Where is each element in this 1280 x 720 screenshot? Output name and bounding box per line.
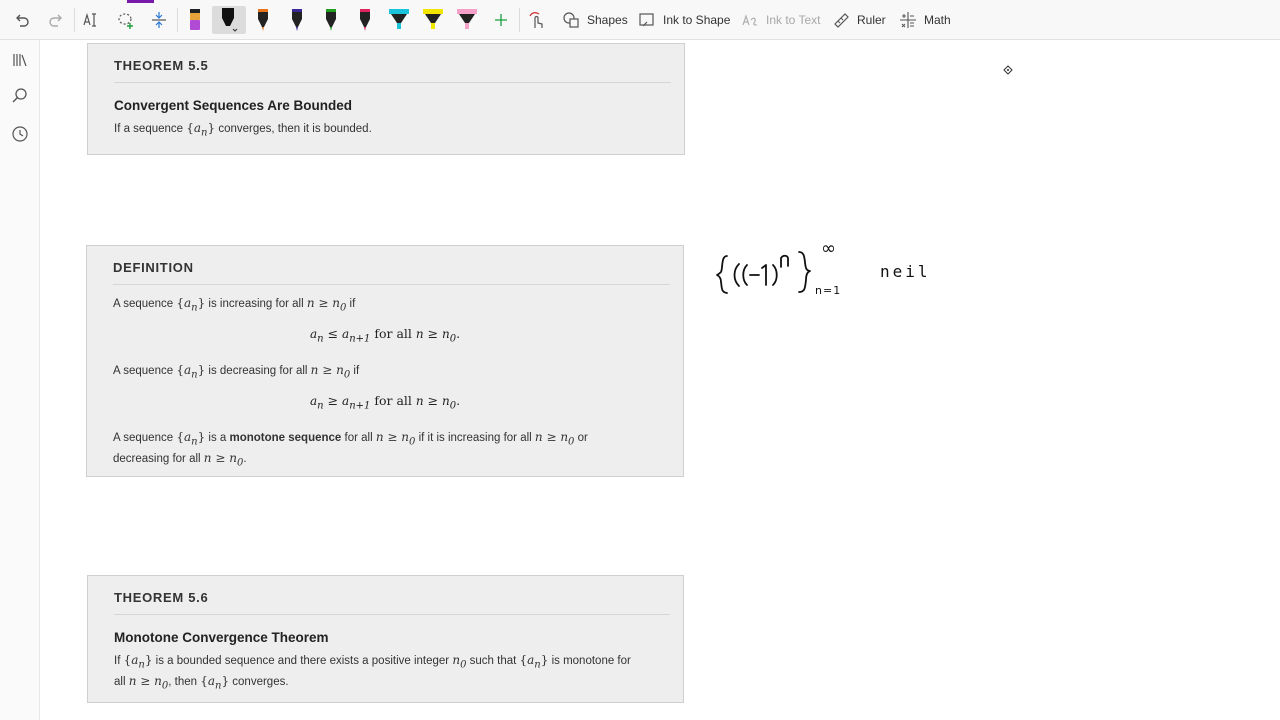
text-segment: A sequence [113,298,177,310]
text-segment: for all [370,326,416,341]
search-icon[interactable] [8,84,32,108]
toolbar-divider [519,8,520,32]
ruler-button[interactable] [832,6,886,34]
toolbar-divider [177,8,178,32]
theorem-statement [88,113,684,141]
theorem-title: Monotone Convergence Theorem [114,630,329,645]
select-text-icon[interactable] [80,6,104,34]
card-heading: DEFINITION [113,260,194,275]
highlighter-yellow[interactable] [420,6,446,34]
ink-to-text-button[interactable] [741,6,820,34]
card-heading: THEOREM 5.5 [114,58,209,73]
toolbar-divider [74,8,75,32]
definition-line-decreasing: A sequence $\{a_n\}$ is decreasing for all $n \ge n_0$ if [113,363,360,381]
ruler-label: Ruler [857,13,886,27]
highlighter-cyan[interactable] [386,6,412,34]
shapes-icon [562,11,580,29]
equation-decreasing: $a_n \ge a_{n+1}$ for all $n \ge n_0$. [310,393,461,412]
text-segment: converges. [229,676,289,689]
math-button[interactable] [899,6,951,34]
shapes-label: Shapes [587,13,628,27]
pen-orange[interactable] [252,6,274,34]
text-segment: is decreasing for all [205,365,311,377]
ink-to-text-label: Ink to Text [766,13,821,27]
pen-indigo[interactable] [286,6,308,34]
active-tab-indicator [127,0,154,3]
ink-to-text-icon [741,11,759,29]
text-segment: if it is increasing for all [415,432,535,444]
pen-pink[interactable] [354,6,376,34]
math-sequence: $\{a_n\}$ [176,296,206,314]
redo-icon[interactable] [44,6,68,34]
text-segment: all [114,676,129,689]
text-segment: is a [205,432,230,444]
text-segment: such that [466,655,520,667]
text-segment: , then [168,676,201,689]
definition-line-increasing: A sequence $\{a_n\}$ is increasing for all $n \ge n_0$ if [113,296,356,314]
text-segment: If [114,655,124,667]
math-sequence: $\{a_n\}$ [176,430,206,448]
add-pen-icon[interactable] [490,6,512,34]
lasso-select-icon[interactable] [114,6,138,34]
math-icon [899,11,917,29]
ink-to-shape-label: Ink to Shape [663,13,731,27]
text-segment: for all [370,393,416,408]
ink-subscript-index: n=1 [815,284,842,297]
notebooks-icon[interactable] [8,48,32,72]
recent-clock-icon[interactable] [8,122,32,146]
theorem-title: Convergent Sequences Are Bounded [114,98,353,113]
insert-space-icon[interactable] [147,6,171,34]
text-segment: is increasing for all [205,298,307,310]
text-segment: is a bounded sequence and there exists a positive integer [152,655,453,667]
ink-note-neil: neil [880,262,931,281]
equation-increasing: $a_n \le a_{n+1}$ for all $n \ge n_0$. [310,326,461,345]
ink-superscript-infinity: ∞ [821,238,836,259]
definition-line-monotone: A sequence $\{a_n\}$ is a monotone sequence for all $n \ge n_0$ if it is increasing for all $n \ge n_0$ or decreasing for all $n \ge n_0$. [113,430,588,469]
divider [113,284,670,285]
math-inequality: n [306,296,315,310]
theorem-statement: If $\{a_n\}$ is a bounded sequence and there exists a positive integer $n_0$ such that $\{a_n\}$ is monotone for all $n \ge n_0$, then $\{a_n\}$ converges. [114,653,631,692]
text-segment: or [574,432,588,444]
text-segment: A sequence [113,365,177,377]
left-navigation-rail [0,40,40,720]
text-segment: if [346,298,356,310]
touch-draw-icon[interactable] [525,6,549,34]
shapes-button[interactable] [562,6,628,34]
math-label: Math [924,13,951,27]
text-segment: A sequence [113,432,177,444]
undo-icon[interactable] [10,6,34,34]
theorem-5-5-card [87,43,685,155]
text-segment: is monotone for [548,655,631,667]
text-segment: If a sequence [114,123,187,135]
theorem-5-6-card [87,575,684,703]
bold-term: monotone sequence [229,432,342,444]
pen-black-selected[interactable] [212,6,246,34]
definition-card [86,245,684,477]
text-segment: for all [341,432,376,444]
ink-to-shape-icon [638,11,656,29]
text-segment: converges, then it is bounded. [215,123,372,135]
draw-toolbar [0,0,1280,40]
ink-to-shape-button[interactable] [638,6,730,34]
highlighter-pink[interactable] [454,6,480,34]
math-sequence: $\{a_n\}$ [186,121,216,139]
text-segment: if [350,365,360,377]
pen-green[interactable] [320,6,342,34]
text-segment: decreasing for all [113,453,204,466]
math-sequence: $\{a_n\}$ [123,653,153,671]
ruler-icon [832,11,850,29]
math-sequence: $\{a_n\}$ [176,363,206,381]
pen-purple[interactable] [184,6,206,34]
pen-cursor-icon [1003,65,1013,75]
card-heading: THEOREM 5.6 [114,590,209,605]
